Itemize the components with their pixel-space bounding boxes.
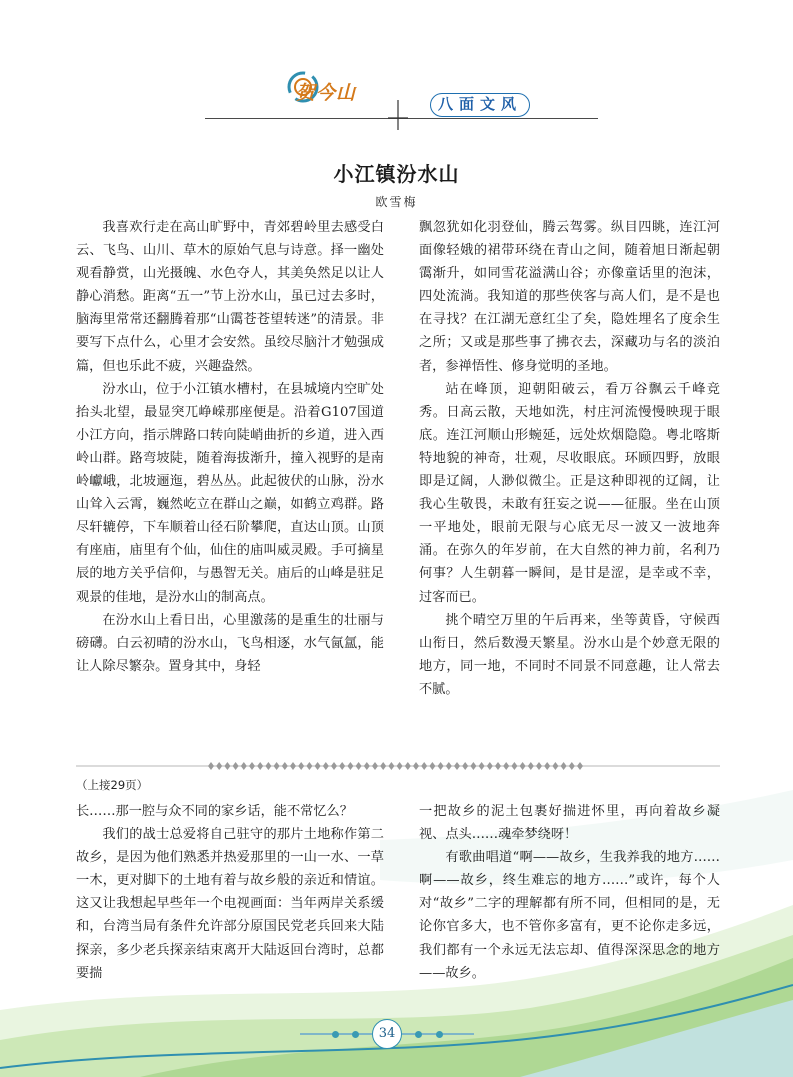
continued-left-column bbox=[76, 800, 384, 985]
divider-diamond bbox=[561, 762, 567, 770]
page-number-dot bbox=[436, 1031, 443, 1038]
divider-diamond bbox=[462, 762, 468, 770]
divider-diamond bbox=[257, 762, 263, 770]
divider-diamond bbox=[569, 762, 575, 770]
divider-diamond bbox=[233, 762, 239, 770]
divider-diamond bbox=[282, 762, 288, 770]
header-cross-mark bbox=[388, 100, 408, 130]
divider-diamond bbox=[470, 762, 476, 770]
divider-diamond bbox=[290, 762, 296, 770]
section-label: 八面文风 bbox=[430, 93, 530, 117]
divider-diamond bbox=[372, 762, 378, 770]
article-author: 欧雪梅 bbox=[375, 195, 418, 209]
divider-diamond bbox=[224, 762, 230, 770]
divider-diamond bbox=[323, 762, 329, 770]
paragraph: 挑个晴空万里的午后再来，坐等黄昏，守候西山衔日，然后数漫天繁星。汾水山是个妙意无限的地方，同一地，不同时不同景不同意趣，让人常去不腻。 bbox=[419, 612, 720, 697]
divider-diamond bbox=[405, 762, 411, 770]
divider-diamond bbox=[356, 762, 362, 770]
paragraph: 一把故乡的泥土包裹好揣进怀里，再向着故乡凝视、点头……魂牵梦绕呀！ bbox=[419, 804, 720, 843]
paragraph: 我们的战士总爱将自己驻守的那片土地称作第二故乡，是因为他们熟悉并热爱那里的一山一水、一草一木，更对脚下的土地有着与故乡般的亲近和情谊。这又让我想起早些年一个电视画面：当年两岸关系缓和，台湾当局有条件允许部分原国民党老兵回来大陆探亲，多少老兵探亲结束离开大陆返回台湾时，总都要揣 bbox=[76, 827, 384, 981]
paragraph: 在汾水山上看日出，心里激荡的是重生的壮丽与磅礴。白云初晴的汾水山，飞鸟相逐，水气氤氲，能让人除尽繁杂。置身其中，身轻 bbox=[76, 612, 384, 674]
divider-diamond bbox=[495, 762, 501, 770]
divider-diamond bbox=[544, 762, 550, 770]
article-left-column bbox=[76, 216, 384, 678]
divider-diamond bbox=[536, 762, 542, 770]
section-divider bbox=[76, 760, 720, 772]
page-number-dot bbox=[352, 1031, 359, 1038]
divider-diamond bbox=[339, 762, 345, 770]
divider-diamond bbox=[577, 762, 583, 770]
page-number: 34 bbox=[372, 1019, 402, 1049]
divider-diamond bbox=[413, 762, 419, 770]
divider-diamond bbox=[298, 762, 304, 770]
paragraph: 汾水山，位于小江镇水槽村，在县城境内空旷处抬头北望，最显突兀峥嵘那座便是。沿着G107国道小江方向，指示牌路口转向陡峭曲折的乡道，进入西岭山群。路弯坡陡，随着海拔渐升，撞入视野的是南岭巘峨，北坡逦迤，碧丛丛。此起彼伏的山脉，汾水山耸入云霄，巍然屹立在群山之巅，如鹤立鸡群。路尽轩辘停，下车顺着山径石阶攀爬，直达山顶。山顶有座庙，庙里有个仙，仙住的庙叫威灵殿。手可摘星辰的地方关乎信仰，与愚智无关。庙后的山峰是驻足观景的佳地，是汾水山的制高点。 bbox=[76, 381, 384, 605]
divider-diamond bbox=[487, 762, 493, 770]
divider-diamond bbox=[249, 762, 255, 770]
paragraph: 站在峰顶，迎朝阳破云，看万谷飘云千峰竞秀。日高云散，天地如洗，村庄河流慢慢映现于眼底。连江河顺山形蜿延，远处炊烟隐隐。粤北喀斯特地貌的神奇，壮观，尽收眼底。环顾四野，放眼即是辽阔，人渺似微尘。正是这种即视的辽阔，让我心生敬畏，未敢有狂妄之说——征服。坐在山顶一平地处，眼前无限与心底无尽一波又一波地奔涌。在弥久的年岁前，在大自然的神力前，名利乃何事？人生朝暮一瞬间，是甘是涩，是幸或不幸，过客而已。 bbox=[419, 381, 720, 605]
divider-diamond bbox=[446, 762, 452, 770]
page-number-dot bbox=[332, 1031, 339, 1038]
continued-right-column bbox=[419, 800, 720, 985]
divider-diamond bbox=[380, 762, 386, 770]
divider-diamond bbox=[265, 762, 271, 770]
paragraph: 我喜欢行走在高山旷野中，青郊碧岭里去感受白云、飞鸟、山川、草木的原始气息与诗意。择一幽处观看静赏，山光摄魄、水色夺人，其美奂然足以让人静心消愁。距离“五一”节上汾水山，虽已过去多时，脑海里常常还翻腾着那“山霭苍苍望转迷”的清景。非要写下点什么，心里才会安然。虽绞尽脑汁才勉强成篇，但也乐此不疲，兴趣盎然。 bbox=[76, 220, 384, 374]
divider-diamond bbox=[438, 762, 444, 770]
divider-diamond bbox=[503, 762, 509, 770]
divider-diamond bbox=[388, 762, 394, 770]
divider-diamond bbox=[208, 762, 214, 770]
divider-diamond bbox=[454, 762, 460, 770]
divider-diamond bbox=[347, 762, 353, 770]
divider-diamond bbox=[429, 762, 435, 770]
divider-diamond bbox=[216, 762, 222, 770]
divider-diamond bbox=[306, 762, 312, 770]
divider-diamond bbox=[364, 762, 370, 770]
divider-diamond bbox=[397, 762, 403, 770]
divider-diamond bbox=[552, 762, 558, 770]
divider-diamond bbox=[331, 762, 337, 770]
divider-diamond bbox=[315, 762, 321, 770]
paragraph: 长……那一腔与众不同的家乡话，能不常忆么？ bbox=[76, 804, 353, 819]
divider-diamond bbox=[511, 762, 517, 770]
article-right-column bbox=[419, 216, 720, 701]
article-title: 小江镇汾水山 bbox=[333, 162, 460, 186]
divider-diamond bbox=[520, 762, 526, 770]
divider-diamond bbox=[479, 762, 485, 770]
paragraph: 飘忽犹如化羽登仙，腾云驾雾。纵目四眺，连江河面像轻娥的裙带环绕在青山之间，随着旭日渐起朝霭渐升，如同雪花溢满山谷；亦像童话里的泡沫，四处流淌。我知道的那些侠客与高人们，是不是也在寻找？在江湖无意红尘了矣，隐姓埋名了度余生之所；又或是那些事了拂衣去，深藏功与名的淡泊者，参禅悟性、修身觉明的圣地。 bbox=[419, 220, 720, 374]
continuation-note: （上接29页） bbox=[76, 778, 149, 792]
paragraph: 有歌曲唱道“啊——故乡，生我养我的地方……啊——故乡，终生难忘的地方……”或许，每个人对“故乡”二字的理解都有所不同，但相同的是，无论你官多大，也不管你多富有，更不论你走多远，我们都有一个永远无法忘却、值得深深思念的地方——故乡。 bbox=[419, 850, 720, 981]
divider-diamond bbox=[274, 762, 280, 770]
page-number-dot bbox=[415, 1031, 422, 1038]
divider-diamond bbox=[421, 762, 427, 770]
brand-logo-text: 贺今山 bbox=[296, 82, 357, 104]
divider-diamond bbox=[528, 762, 534, 770]
divider-diamond bbox=[241, 762, 247, 770]
